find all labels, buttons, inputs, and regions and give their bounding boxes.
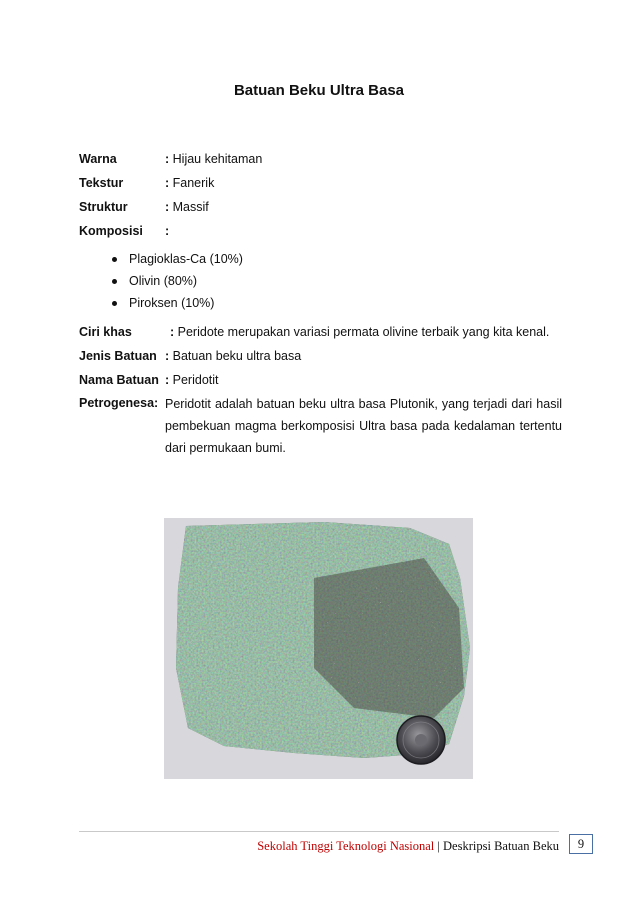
struktur-label: Struktur [79,200,128,214]
ciri-khas-colon: : [170,325,175,339]
list-item: Olivin (80%) [112,274,243,296]
page-footer [0,839,559,854]
warna-value: Hijau kehitaman [169,152,263,166]
petrogenesa-colon: : [154,396,159,410]
jenis-batuan-label: Jenis Batuan [79,349,157,363]
ciri-khas-row [79,325,549,339]
page-title: Batuan Beku Ultra Basa [233,82,405,99]
ciri-khas-label: Ciri khas [79,325,132,339]
list-item: Plagioklas-Ca (10%) [112,252,243,274]
list-item: Piroksen (10%) [112,296,243,318]
nama-batuan-label: Nama Batuan [79,373,159,387]
petrogenesa-row [79,396,158,410]
tekstur-label: Tekstur [79,176,124,190]
composition-list [112,252,243,318]
petrogenesa-label: Petrogenesa [79,396,155,410]
warna-row [79,152,262,166]
footer-school: Sekolah Tinggi Teknologi Nasional [257,839,435,853]
ciri-khas-value: Peridote merupakan variasi permata olivine terbaik yang kita kenal. [174,325,550,339]
struktur-colon: : [165,200,170,214]
page-number: 9 [569,834,593,854]
footer-divider [79,831,559,832]
jenis-batuan-value: Batuan beku ultra basa [169,349,302,363]
warna-colon: : [165,152,170,166]
nama-batuan-value: Peridotit [169,373,219,387]
komposisi-row [79,224,169,238]
tekstur-row [79,176,214,190]
tekstur-colon: : [165,176,170,190]
komposisi-label: Komposisi [79,224,143,238]
struktur-value: Massif [169,200,209,214]
struktur-row [79,200,209,214]
petrogenesa-value: Peridotit adalah batuan beku ultra basa Plutonik, yang terjadi dari hasil pembekuan magma berkomposisi Ultra basa pada kedalaman tertentu dari permukaan bumi. [165,397,562,455]
warna-label: Warna [79,152,117,166]
footer-separator: | [434,839,444,853]
jenis-batuan-colon: : [165,349,170,363]
nama-batuan-colon: : [165,373,170,387]
footer-subject: Deskripsi Batuan Beku [443,839,559,853]
tekstur-value: Fanerik [169,176,215,190]
nama-batuan-row [79,373,219,387]
peridotite-rock-photo [164,518,473,779]
jenis-batuan-row [79,349,301,363]
komposisi-colon: : [165,224,170,238]
